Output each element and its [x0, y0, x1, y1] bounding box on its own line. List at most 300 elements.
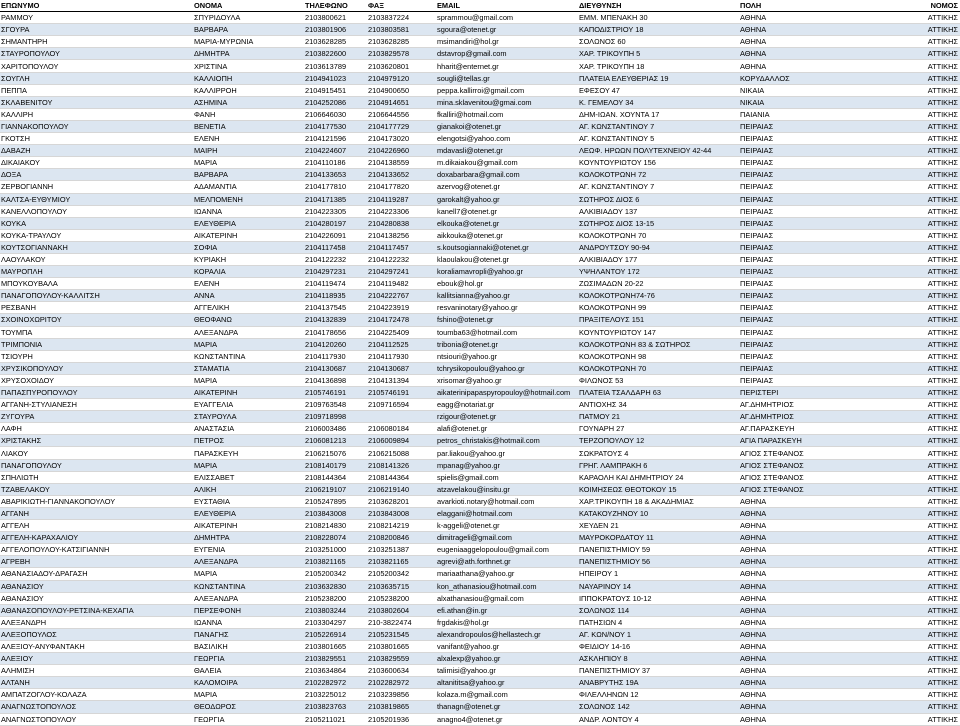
cell-phone: 2104137545 — [304, 302, 367, 314]
cell-prefecture: ΑΤΤΙΚΗΣ — [829, 471, 960, 483]
cell-city: ΠΕΙΡΑΙΑΣ — [739, 229, 829, 241]
cell-name: ΜΑΙΡΗ — [193, 145, 304, 157]
cell-phone: 2104915451 — [304, 84, 367, 96]
cell-name: ΓΕΩΡΓΙΑ — [193, 713, 304, 725]
cell-address: ΚΟΥΝΤΟΥΡΙΩΤΟΥ 156 — [578, 157, 739, 169]
cell-surname: ΓΚΟΤΣΗ — [0, 133, 193, 145]
cell-prefecture: ΑΤΤΙΚΗΣ — [829, 556, 960, 568]
cell-surname: ΑΘΑΝΑΣΟΠΟΥΛΟΥ-ΡΕΤΣΙΝΑ-ΚΕΧΑΓΙΑ — [0, 604, 193, 616]
cell-address: ΠΑΝΕΠΙΣΤΗΜΙΟΥ 37 — [578, 665, 739, 677]
cell-email: thanagn@otenet.gr — [436, 701, 578, 713]
cell-name: ΚΑΛΛΙΟΠΗ — [193, 72, 304, 84]
table-row — [0, 169, 960, 181]
cell-phone: 2104136898 — [304, 374, 367, 386]
cell-phone: 2104132839 — [304, 314, 367, 326]
cell-surname: ΖΕΡΒΟΓΙΑΝΝΗ — [0, 181, 193, 193]
cell-address: ΚΟΛΟΚΟΤΡΩΝΗ 70 — [578, 362, 739, 374]
cell-fax: 2106644556 — [367, 108, 436, 120]
cell-email: par.liakou@yahoo.gr — [436, 447, 578, 459]
cell-fax: 2104297241 — [367, 266, 436, 278]
cell-email: klaoulakou@otenet.gr — [436, 253, 578, 265]
cell-fax: 2106219140 — [367, 483, 436, 495]
cell-name: ΙΩΑΝΝΑ — [193, 616, 304, 628]
cell-fax: 2104138559 — [367, 157, 436, 169]
cell-surname: ΔΙΚΑΙΑΚΟΥ — [0, 157, 193, 169]
table-row — [0, 120, 960, 132]
cell-prefecture: ΑΤΤΙΚΗΣ — [829, 459, 960, 471]
cell-name: ΕΛΕΥΘΕΡΙΑ — [193, 217, 304, 229]
cell-email: petros_christakis@hotmail.com — [436, 435, 578, 447]
cell-surname: ΣΧΟΙΝΟΧΩΡΙΤΟΥ — [0, 314, 193, 326]
header-name: ΟΝΟΜΑ — [193, 0, 304, 12]
cell-address: ΠΑΝΕΠΙΣΤΗΜΙΟΥ 56 — [578, 556, 739, 568]
table-row — [0, 640, 960, 652]
cell-city: ΠΕΙΡΑΙΑΣ — [739, 217, 829, 229]
cell-name: ΑΛΕΞΑΝΔΡΑ — [193, 556, 304, 568]
cell-prefecture: ΑΤΤΙΚΗΣ — [829, 604, 960, 616]
cell-name: ΑΛΙΚΗ — [193, 483, 304, 495]
cell-email: rzigour@otenet.gr — [436, 411, 578, 423]
cell-phone: 2108214830 — [304, 520, 367, 532]
cell-address: ΦΙΛΕΛΛΗΝΩΝ 12 — [578, 689, 739, 701]
cell-email: altanititsa@yahoo.gr — [436, 677, 578, 689]
cell-name: ΕΛΕΥΘΕΡΙΑ — [193, 507, 304, 519]
cell-email: aikaterinipapaspyropouloy@hotmail.com — [436, 387, 578, 399]
table-row — [0, 616, 960, 628]
cell-surname: ΑΛΕΞΙΟΥ — [0, 653, 193, 665]
cell-phone: 2106081213 — [304, 435, 367, 447]
table-row — [0, 181, 960, 193]
cell-prefecture: ΑΤΤΙΚΗΣ — [829, 241, 960, 253]
cell-prefecture: ΑΤΤΙΚΗΣ — [829, 507, 960, 519]
cell-prefecture: ΑΤΤΙΚΗΣ — [829, 399, 960, 411]
cell-fax: 2104226960 — [367, 145, 436, 157]
cell-name: ΘΕΟΦΑΝΩ — [193, 314, 304, 326]
cell-prefecture: ΑΤΤΙΚΗΣ — [829, 677, 960, 689]
cell-phone: 2103225012 — [304, 689, 367, 701]
cell-phone: 2104122232 — [304, 253, 367, 265]
cell-prefecture: ΑΤΤΙΚΗΣ — [829, 290, 960, 302]
cell-name: ΚΑΛΟΜΟΙΡΑ — [193, 677, 304, 689]
cell-address: ΑΛΚΙΒΙΑΔΟΥ 137 — [578, 205, 739, 217]
cell-city: ΑΘΗΝΑ — [739, 653, 829, 665]
cell-prefecture: ΑΤΤΙΚΗΣ — [829, 326, 960, 338]
cell-name: ΠΑΡΑΣΚΕΥΗ — [193, 447, 304, 459]
cell-name: ΠΑΝΑΓΗΣ — [193, 628, 304, 640]
cell-phone: 2102282972 — [304, 677, 367, 689]
cell-email: azervog@otenet.gr — [436, 181, 578, 193]
cell-phone: 2109763548 — [304, 399, 367, 411]
cell-prefecture: ΑΤΤΙΚΗΣ — [829, 640, 960, 652]
cell-email: gianakoi@otenet.gr — [436, 120, 578, 132]
cell-email: kallitsianna@yahoo.gr — [436, 290, 578, 302]
cell-fax: 2104177820 — [367, 181, 436, 193]
cell-phone: 2103304297 — [304, 616, 367, 628]
cell-phone: 2104252086 — [304, 96, 367, 108]
cell-fax: 2108144364 — [367, 471, 436, 483]
cell-city: ΑΘΗΝΑ — [739, 701, 829, 713]
table-row — [0, 326, 960, 338]
cell-surname: ΚΟΥΚΑ — [0, 217, 193, 229]
cell-surname: ΤΣΙΟΥΡΗ — [0, 350, 193, 362]
cell-address: ΚΟΛΟΚΟΤΡΩΝΗ 98 — [578, 350, 739, 362]
cell-address: ΑΓ. ΚΩΝΣΤΑΝΤΙΝΟΥ 7 — [578, 181, 739, 193]
cell-email: fkalliri@hotmail.com — [436, 108, 578, 120]
cell-fax: 2108141326 — [367, 459, 436, 471]
cell-surname: ΛΑΦΗ — [0, 423, 193, 435]
cell-fax: 2106009894 — [367, 435, 436, 447]
cell-email: msimandiri@hol.gr — [436, 36, 578, 48]
cell-fax: 2104117457 — [367, 241, 436, 253]
cell-email: alafi@otenet.gr — [436, 423, 578, 435]
cell-surname: ΑΛΕΞΟΠΟΥΛΟΣ — [0, 628, 193, 640]
cell-surname: ΠΑΠΑΣΠΥΡΟΠΟΥΛΟΥ — [0, 387, 193, 399]
cell-city: ΑΘΗΝΑ — [739, 677, 829, 689]
table-row — [0, 580, 960, 592]
cell-city: ΑΘΗΝΑ — [739, 604, 829, 616]
header-prefecture: ΝΟΜΟΣ — [829, 0, 960, 12]
cell-surname: ΤΖΑΒΕΛΑΚΟΥ — [0, 483, 193, 495]
cell-fax: 2104112525 — [367, 338, 436, 350]
cell-prefecture: ΑΤΤΙΚΗΣ — [829, 689, 960, 701]
cell-city: ΠΕΙΡΑΙΑΣ — [739, 181, 829, 193]
cell-fax: 2104222767 — [367, 290, 436, 302]
table-row — [0, 338, 960, 350]
cell-city: ΠΕΙΡΑΙΑΣ — [739, 350, 829, 362]
cell-address: ΑΓ. ΚΩΝ/ΝΟΥ 1 — [578, 628, 739, 640]
cell-surname: ΠΕΠΠΑ — [0, 84, 193, 96]
cell-email: dimitrageli@gmail.com — [436, 532, 578, 544]
cell-phone: 2105211021 — [304, 713, 367, 725]
table-row — [0, 24, 960, 36]
cell-fax: 210-3822474 — [367, 616, 436, 628]
cell-prefecture: ΑΤΤΙΚΗΣ — [829, 36, 960, 48]
table-row — [0, 387, 960, 399]
cell-phone: 2104177530 — [304, 120, 367, 132]
cell-surname: ΑΛΗΜΙΣΗ — [0, 665, 193, 677]
cell-email: resvaninotary@yahoo.gr — [436, 302, 578, 314]
cell-prefecture: ΑΤΤΙΚΗΣ — [829, 350, 960, 362]
cell-name: ΒΑΡΒΑΡΑ — [193, 24, 304, 36]
cell-city: ΑΘΗΝΑ — [739, 665, 829, 677]
cell-email: kolaza.m@gmail.com — [436, 689, 578, 701]
cell-name: ΕΥΣΤΑΘΙΑ — [193, 495, 304, 507]
cell-surname: ΖΥΓΟΥΡΑ — [0, 411, 193, 423]
cell-city: ΑΘΗΝΑ — [739, 495, 829, 507]
cell-address: ΚΑΡΑΟΛΗ ΚΑΙ ΔΗΜΗΤΡΙΟΥ 24 — [578, 471, 739, 483]
cell-email: elengotsi@yahoo.com — [436, 133, 578, 145]
cell-phone: 2103801906 — [304, 24, 367, 36]
cell-surname: ΡΑΜΜΟΥ — [0, 12, 193, 24]
cell-prefecture: ΑΤΤΙΚΗΣ — [829, 362, 960, 374]
cell-fax: 2108214219 — [367, 520, 436, 532]
cell-surname: ΑΝΑΓΝΩΣΤΟΠΟΥΛΟΣ — [0, 701, 193, 713]
table-row — [0, 653, 960, 665]
table-row — [0, 278, 960, 290]
cell-email: mariaathana@yahoo.gr — [436, 568, 578, 580]
cell-city: ΝΙΚΑΙΑ — [739, 96, 829, 108]
cell-phone: 2104119474 — [304, 278, 367, 290]
cell-prefecture: ΑΤΤΙΚΗΣ — [829, 532, 960, 544]
cell-city: ΠΕΙΡΑΙΑΣ — [739, 133, 829, 145]
cell-name: ΧΡΙΣΤΙΝΑ — [193, 60, 304, 72]
cell-name: ΒΕΝΕΤΙΑ — [193, 120, 304, 132]
cell-fax: 2104119482 — [367, 278, 436, 290]
cell-email: ntsiouri@yahoo.gr — [436, 350, 578, 362]
cell-prefecture: ΑΤΤΙΚΗΣ — [829, 483, 960, 495]
header-fax: ΦΑΞ — [367, 0, 436, 12]
cell-fax: 2103819865 — [367, 701, 436, 713]
table-row — [0, 544, 960, 556]
cell-name: ΚΩΝΣΤΑΝΤΙΝΑ — [193, 580, 304, 592]
table-row — [0, 495, 960, 507]
cell-fax: 2103251387 — [367, 544, 436, 556]
cell-prefecture: ΑΤΤΙΚΗΣ — [829, 217, 960, 229]
table-row — [0, 689, 960, 701]
cell-fax: 2103821165 — [367, 556, 436, 568]
cell-surname: ΑΓΡΕΒΗ — [0, 556, 193, 568]
cell-email: anagno4@otenet.gr — [436, 713, 578, 725]
cell-phone: 2103821165 — [304, 556, 367, 568]
cell-fax: 2104119287 — [367, 193, 436, 205]
cell-address: ΣΟΛΩΝΟΣ 60 — [578, 36, 739, 48]
cell-email: xrisomar@yahoo.gr — [436, 374, 578, 386]
cell-fax: 2103628201 — [367, 495, 436, 507]
table-row — [0, 374, 960, 386]
cell-city: ΠΕΙΡΑΙΑΣ — [739, 253, 829, 265]
cell-address: ΠΑΤΗΣΙΩΝ 4 — [578, 616, 739, 628]
cell-email: sgoura@otenet.gr — [436, 24, 578, 36]
cell-phone: 2105200342 — [304, 568, 367, 580]
cell-email: dstavrop@gmail.com — [436, 48, 578, 60]
cell-fax: 2103843008 — [367, 507, 436, 519]
cell-name: ΚΥΡΙΑΚΗ — [193, 253, 304, 265]
cell-email: elaggani@hotmail.com — [436, 507, 578, 519]
cell-prefecture: ΑΤΤΙΚΗΣ — [829, 181, 960, 193]
cell-fax: 2106215088 — [367, 447, 436, 459]
cell-city: ΑΘΗΝΑ — [739, 12, 829, 24]
cell-address: ΑΣΚΛΗΠΙΟΥ 8 — [578, 653, 739, 665]
cell-fax: 2103239856 — [367, 689, 436, 701]
cell-prefecture: ΑΤΤΙΚΗΣ — [829, 133, 960, 145]
cell-prefecture: ΑΤΤΙΚΗΣ — [829, 338, 960, 350]
cell-city: ΑΘΗΝΑ — [739, 36, 829, 48]
cell-address: ΑΝΤΙΟΧΗΣ 34 — [578, 399, 739, 411]
cell-city: ΠΕΙΡΑΙΑΣ — [739, 193, 829, 205]
cell-email: eagg@notariat.gr — [436, 399, 578, 411]
table-row — [0, 556, 960, 568]
cell-name: ΠΕΡΣΕΦΟΝΗ — [193, 604, 304, 616]
cell-fax: 2104130687 — [367, 362, 436, 374]
cell-phone: 2104118935 — [304, 290, 367, 302]
cell-surname: ΑΛΕΞΑΝΔΡΗ — [0, 616, 193, 628]
cell-address: ΥΨΗΛΑΝΤΟΥ 172 — [578, 266, 739, 278]
cell-prefecture: ΑΤΤΙΚΗΣ — [829, 411, 960, 423]
cell-email: mpanag@yahoo.gr — [436, 459, 578, 471]
cell-surname: ΧΡΥΣΟΧΟΙΔΟΥ — [0, 374, 193, 386]
cell-name: ΜΑΡΙΑ — [193, 689, 304, 701]
header-surname: ΕΠΩΝΥΜΟ — [0, 0, 193, 12]
cell-surname: ΑΛΤΑΝΗ — [0, 677, 193, 689]
cell-name: ΙΩΑΝΝΑ — [193, 205, 304, 217]
cell-email: mina.sklavenitou@gmai.com — [436, 96, 578, 108]
cell-city: ΑΘΗΝΑ — [739, 640, 829, 652]
cell-phone: 2103822600 — [304, 48, 367, 60]
cell-surname: ΧΡΙΣΤΑΚΗΣ — [0, 435, 193, 447]
cell-surname: ΜΑΥΡΟΠΛΗ — [0, 266, 193, 278]
cell-phone: 2103628285 — [304, 36, 367, 48]
cell-surname: ΧΑΡΙΤΟΠΟΥΛΟΥ — [0, 60, 193, 72]
table-row — [0, 713, 960, 725]
cell-surname: ΑΝΑΓΝΩΣΤΟΠΟΥΛΟΥ — [0, 713, 193, 725]
cell-phone: 2104224607 — [304, 145, 367, 157]
cell-fax: 2104900650 — [367, 84, 436, 96]
cell-fax: 2103829578 — [367, 48, 436, 60]
cell-phone: 2105247895 — [304, 495, 367, 507]
table-row — [0, 471, 960, 483]
cell-address: ΖΩΣΙΜΑΔΩΝ 20-22 — [578, 278, 739, 290]
cell-surname: ΔΑΒΑΖΗ — [0, 145, 193, 157]
cell-prefecture: ΑΤΤΙΚΗΣ — [829, 544, 960, 556]
cell-name: ΕΥΑΓΓΕΛΙΑ — [193, 399, 304, 411]
cell-prefecture: ΑΤΤΙΚΗΣ — [829, 48, 960, 60]
cell-surname: ΤΟΥΜΠΑ — [0, 326, 193, 338]
cell-address: ΠΑΤΜΟΥ 21 — [578, 411, 739, 423]
cell-name: ΜΑΡΙΑ — [193, 568, 304, 580]
cell-phone: 2104171385 — [304, 193, 367, 205]
cell-city: ΑΓΙΟΣ ΣΤΕΦΑΝΟΣ — [739, 447, 829, 459]
table-row — [0, 314, 960, 326]
cell-email: vanifant@yahoo.gr — [436, 640, 578, 652]
cell-address: ΗΠΕΙΡΟΥ 1 — [578, 568, 739, 580]
cell-phone: 2104120260 — [304, 338, 367, 350]
table-row — [0, 229, 960, 241]
table-row — [0, 84, 960, 96]
cell-email: fshino@otenet.gr — [436, 314, 578, 326]
table-row — [0, 36, 960, 48]
cell-phone: 2104117930 — [304, 350, 367, 362]
cell-email: spielis@gmail.com — [436, 471, 578, 483]
cell-address: ΕΜΜ. ΜΠΕΝΑΚΗ 30 — [578, 12, 739, 24]
cell-name: ΜΑΡΙΑ — [193, 459, 304, 471]
cell-prefecture: ΑΤΤΙΚΗΣ — [829, 701, 960, 713]
cell-fax: 2103837224 — [367, 12, 436, 24]
cell-surname: ΑΘΑΝΑΣΙΟΥ — [0, 580, 193, 592]
cell-address: ΣΟΛΩΝΟΣ 142 — [578, 701, 739, 713]
cell-surname: ΑΓΓΑΝΗ — [0, 507, 193, 519]
cell-city: ΚΟΡΥΔΑΛΛΟΣ — [739, 72, 829, 84]
cell-city: ΑΘΗΝΑ — [739, 556, 829, 568]
cell-city: ΑΘΗΝΑ — [739, 580, 829, 592]
cell-email: doxabarbara@gmail.com — [436, 169, 578, 181]
cell-name: ΚΩΝΣΤΑΝΤΙΝΑ — [193, 350, 304, 362]
cell-surname: ΚΟΥΤΣΟΓΙΑΝΝΑΚΗ — [0, 241, 193, 253]
cell-fax: 2105238200 — [367, 592, 436, 604]
cell-name: ΣΠΥΡΙΔΟΥΛΑ — [193, 12, 304, 24]
cell-address: ΑΝΑΒΡΥΤΗΣ 19Α — [578, 677, 739, 689]
cell-prefecture: ΑΤΤΙΚΗΣ — [829, 665, 960, 677]
cell-phone: 2104110186 — [304, 157, 367, 169]
table-row — [0, 604, 960, 616]
cell-prefecture: ΑΤΤΙΚΗΣ — [829, 84, 960, 96]
cell-email: sougli@tellas.gr — [436, 72, 578, 84]
cell-city: ΠΕΙΡΑΙΑΣ — [739, 314, 829, 326]
cell-name: ΑΓΓΕΛΙΚΗ — [193, 302, 304, 314]
cell-email: sprammou@gmail.com — [436, 12, 578, 24]
cell-surname: ΑΓΓΕΛΗ — [0, 520, 193, 532]
cell-fax: 2104280838 — [367, 217, 436, 229]
cell-address: ΤΕΡΖΟΠΟΥΛΟΥ 12 — [578, 435, 739, 447]
cell-phone: 2103801665 — [304, 640, 367, 652]
cell-email: peppa.kallirroi@gmail.com — [436, 84, 578, 96]
cell-city: ΠΕΙΡΑΙΑΣ — [739, 362, 829, 374]
cell-prefecture: ΑΤΤΙΚΗΣ — [829, 157, 960, 169]
cell-prefecture: ΑΤΤΙΚΗΣ — [829, 205, 960, 217]
cell-surname: ΑΓΓΕΛΟΠΟΥΛΟΥ-ΚΑΤΣΙΓΙΑΝΝΗ — [0, 544, 193, 556]
cell-name: ΔΗΜΗΤΡΑ — [193, 532, 304, 544]
cell-city: ΠΕΙΡΑΙΑΣ — [739, 338, 829, 350]
cell-prefecture: ΑΤΤΙΚΗΣ — [829, 24, 960, 36]
cell-city: ΑΘΗΝΑ — [739, 628, 829, 640]
table-row — [0, 483, 960, 495]
cell-prefecture: ΑΤΤΙΚΗΣ — [829, 60, 960, 72]
cell-prefecture: ΑΤΤΙΚΗΣ — [829, 96, 960, 108]
cell-surname: ΧΡΥΣΙΚΟΠΟΥΛΟΥ — [0, 362, 193, 374]
table-body — [0, 12, 960, 726]
cell-fax: 2104117930 — [367, 350, 436, 362]
cell-name: ΑΛΕΞΑΝΔΡΑ — [193, 326, 304, 338]
cell-surname: ΑΓΓΕΛΗ-ΚΑΡΑΧΑΛΙΟΥ — [0, 532, 193, 544]
cell-surname: ΣΟΥΓΛΗ — [0, 72, 193, 84]
cell-phone: 2108228074 — [304, 532, 367, 544]
cell-fax: 2103802604 — [367, 604, 436, 616]
cell-email: toumba63@hotmail.com — [436, 326, 578, 338]
cell-fax: 2104133652 — [367, 169, 436, 181]
table-row — [0, 205, 960, 217]
cell-city: ΑΘΗΝΑ — [739, 544, 829, 556]
cell-city: ΑΘΗΝΑ — [739, 532, 829, 544]
cell-name: ΜΕΛΠΟΜΕΝΗ — [193, 193, 304, 205]
cell-surname: ΡΕΣΒΑΝΗ — [0, 302, 193, 314]
cell-address: ΚΑΠΟΔΙΣΤΡΙΟΥ 18 — [578, 24, 739, 36]
cell-prefecture: ΑΤΤΙΚΗΣ — [829, 12, 960, 24]
cell-fax: 2103600634 — [367, 665, 436, 677]
cell-prefecture: ΑΤΤΙΚΗΣ — [829, 495, 960, 507]
cell-city: ΠΕΡΙΣΤΕΡΙ — [739, 387, 829, 399]
cell-phone: 2105238200 — [304, 592, 367, 604]
cell-city: ΑΓ.ΔΗΜΗΤΡΙΟΣ — [739, 411, 829, 423]
cell-city: ΠΕΙΡΑΙΑΣ — [739, 374, 829, 386]
cell-surname: ΣΤΑΥΡΟΠΟΥΛΟΥ — [0, 48, 193, 60]
cell-address: ΠΛΑΤΕΙΑ ΤΣΑΛΔΑΡΗ 63 — [578, 387, 739, 399]
cell-phone: 2104117458 — [304, 241, 367, 253]
cell-address: ΣΩΤΗΡΟΣ ΔΙΟΣ 6 — [578, 193, 739, 205]
cell-name: ΜΑΡΙΑ — [193, 374, 304, 386]
cell-address: ΓΟΥΝΑΡΗ 27 — [578, 423, 739, 435]
cell-address: ΚΟΛΟΚΟΤΡΩΝΗ 70 — [578, 229, 739, 241]
cell-surname: ΠΑΝΑΓΟΠΟΥΛΟΥ-ΚΑΛΛΙΤΣΗ — [0, 290, 193, 302]
cell-phone: 2109718998 — [304, 411, 367, 423]
cell-name: ΜΑΡΙΑ-ΜΥΡΩΝΙΑ — [193, 36, 304, 48]
cell-city: ΑΓΙΟΣ ΣΤΕΦΑΝΟΣ — [739, 459, 829, 471]
cell-surname: ΛΙΑΚΟΥ — [0, 447, 193, 459]
cell-prefecture: ΑΤΤΙΚΗΣ — [829, 72, 960, 84]
cell-phone: 2103613789 — [304, 60, 367, 72]
cell-prefecture: ΑΤΤΙΚΗΣ — [829, 193, 960, 205]
cell-name: ΠΕΤΡΟΣ — [193, 435, 304, 447]
cell-fax — [367, 411, 436, 423]
cell-address: ΙΠΠΟΚΡΑΤΟΥΣ 10-12 — [578, 592, 739, 604]
